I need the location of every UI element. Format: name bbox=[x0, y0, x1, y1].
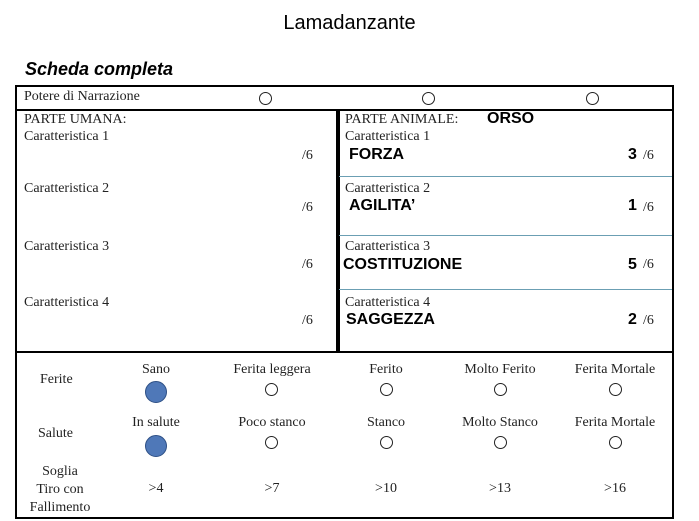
human-trait-3-max: /6 bbox=[302, 257, 313, 272]
wounds-option-2-label: Ferita leggera bbox=[233, 362, 311, 377]
character-name-title: Lamadanzante bbox=[283, 12, 416, 34]
human-trait-2-label: Caratteristica 2 bbox=[24, 181, 110, 196]
wounds-label: Ferite bbox=[40, 372, 73, 387]
wounds-radio-1-selected[interactable] bbox=[145, 381, 167, 403]
health-radio-3[interactable] bbox=[380, 436, 393, 449]
wounds-radio-5[interactable] bbox=[609, 383, 622, 396]
human-trait-3-label: Caratteristica 3 bbox=[24, 239, 110, 254]
animal-trait-2-label: Caratteristica 2 bbox=[345, 181, 431, 196]
characteristics-box bbox=[15, 109, 674, 353]
threshold-label bbox=[20, 463, 100, 517]
health-option-2-label: Poco stanco bbox=[238, 415, 306, 430]
animal-name: ORSO bbox=[487, 110, 535, 127]
animal-trait-1-name: FORZA bbox=[349, 146, 405, 163]
threshold-value-1: >4 bbox=[148, 481, 164, 496]
narration-checkbox-2[interactable] bbox=[422, 92, 435, 105]
wounds-option-4-label: Molto Ferito bbox=[464, 362, 536, 377]
human-trait-4-label: Caratteristica 4 bbox=[24, 295, 110, 310]
wounds-option-5-label: Ferita Mortale bbox=[574, 362, 656, 377]
narration-checkbox-3[interactable] bbox=[586, 92, 599, 105]
animal-trait-3-value: 5 bbox=[628, 256, 637, 273]
animal-trait-separator-3 bbox=[339, 289, 672, 290]
animal-trait-4-value: 2 bbox=[628, 311, 637, 328]
animal-trait-separator-2 bbox=[339, 235, 672, 236]
threshold-value-5: >16 bbox=[604, 481, 626, 496]
human-trait-1-max: /6 bbox=[302, 148, 313, 163]
animal-trait-separator-1 bbox=[339, 176, 672, 177]
wounds-radio-2[interactable] bbox=[265, 383, 278, 396]
animal-trait-4-name: SAGGEZZA bbox=[346, 311, 435, 328]
health-label: Salute bbox=[38, 426, 73, 441]
threshold-label-line-3: Fallimento bbox=[29, 500, 91, 515]
human-trait-1-label: Caratteristica 1 bbox=[24, 129, 110, 144]
threshold-label-line-1: Soglia bbox=[42, 464, 78, 479]
animal-trait-2-value: 1 bbox=[628, 197, 637, 214]
health-option-5-label: Ferita Mortale bbox=[574, 415, 656, 430]
animal-trait-1-max: /6 bbox=[643, 148, 654, 163]
column-divider bbox=[336, 109, 340, 353]
health-radio-1-selected[interactable] bbox=[145, 435, 167, 457]
animal-trait-4-label: Caratteristica 4 bbox=[345, 295, 431, 310]
narration-label: Potere di Narrazione bbox=[24, 89, 140, 104]
health-option-4-label: Molto Stanco bbox=[462, 415, 538, 430]
animal-trait-4-max: /6 bbox=[643, 313, 654, 328]
health-option-1-label: In salute bbox=[132, 415, 180, 430]
animal-trait-3-label: Caratteristica 3 bbox=[345, 239, 431, 254]
wounds-option-1-label: Sano bbox=[142, 362, 170, 377]
health-radio-4[interactable] bbox=[494, 436, 507, 449]
animal-part-header: PARTE ANIMALE: bbox=[345, 112, 459, 127]
health-radio-5[interactable] bbox=[609, 436, 622, 449]
animal-trait-3-name: COSTITUZIONE bbox=[343, 256, 463, 273]
health-option-3-label: Stanco bbox=[366, 415, 406, 430]
narration-checkbox-1[interactable] bbox=[259, 92, 272, 105]
threshold-value-3: >10 bbox=[375, 481, 397, 496]
human-part-header: PARTE UMANA: bbox=[24, 112, 127, 127]
wounds-radio-3[interactable] bbox=[380, 383, 393, 396]
animal-trait-2-max: /6 bbox=[643, 200, 654, 215]
animal-trait-1-label: Caratteristica 1 bbox=[345, 129, 431, 144]
threshold-label-line-2: Tiro con bbox=[36, 482, 84, 497]
health-radio-2[interactable] bbox=[265, 436, 278, 449]
sheet-title: Scheda completa bbox=[25, 59, 174, 79]
animal-trait-3-max: /6 bbox=[643, 257, 654, 272]
wounds-option-3-label: Ferito bbox=[369, 362, 403, 377]
human-trait-2-max: /6 bbox=[302, 200, 313, 215]
threshold-value-4: >13 bbox=[489, 481, 511, 496]
wounds-radio-4[interactable] bbox=[494, 383, 507, 396]
human-trait-4-max: /6 bbox=[302, 313, 313, 328]
animal-trait-1-value: 3 bbox=[628, 146, 637, 163]
threshold-value-2: >7 bbox=[264, 481, 280, 496]
animal-trait-2-name: AGILITA’ bbox=[349, 197, 416, 214]
